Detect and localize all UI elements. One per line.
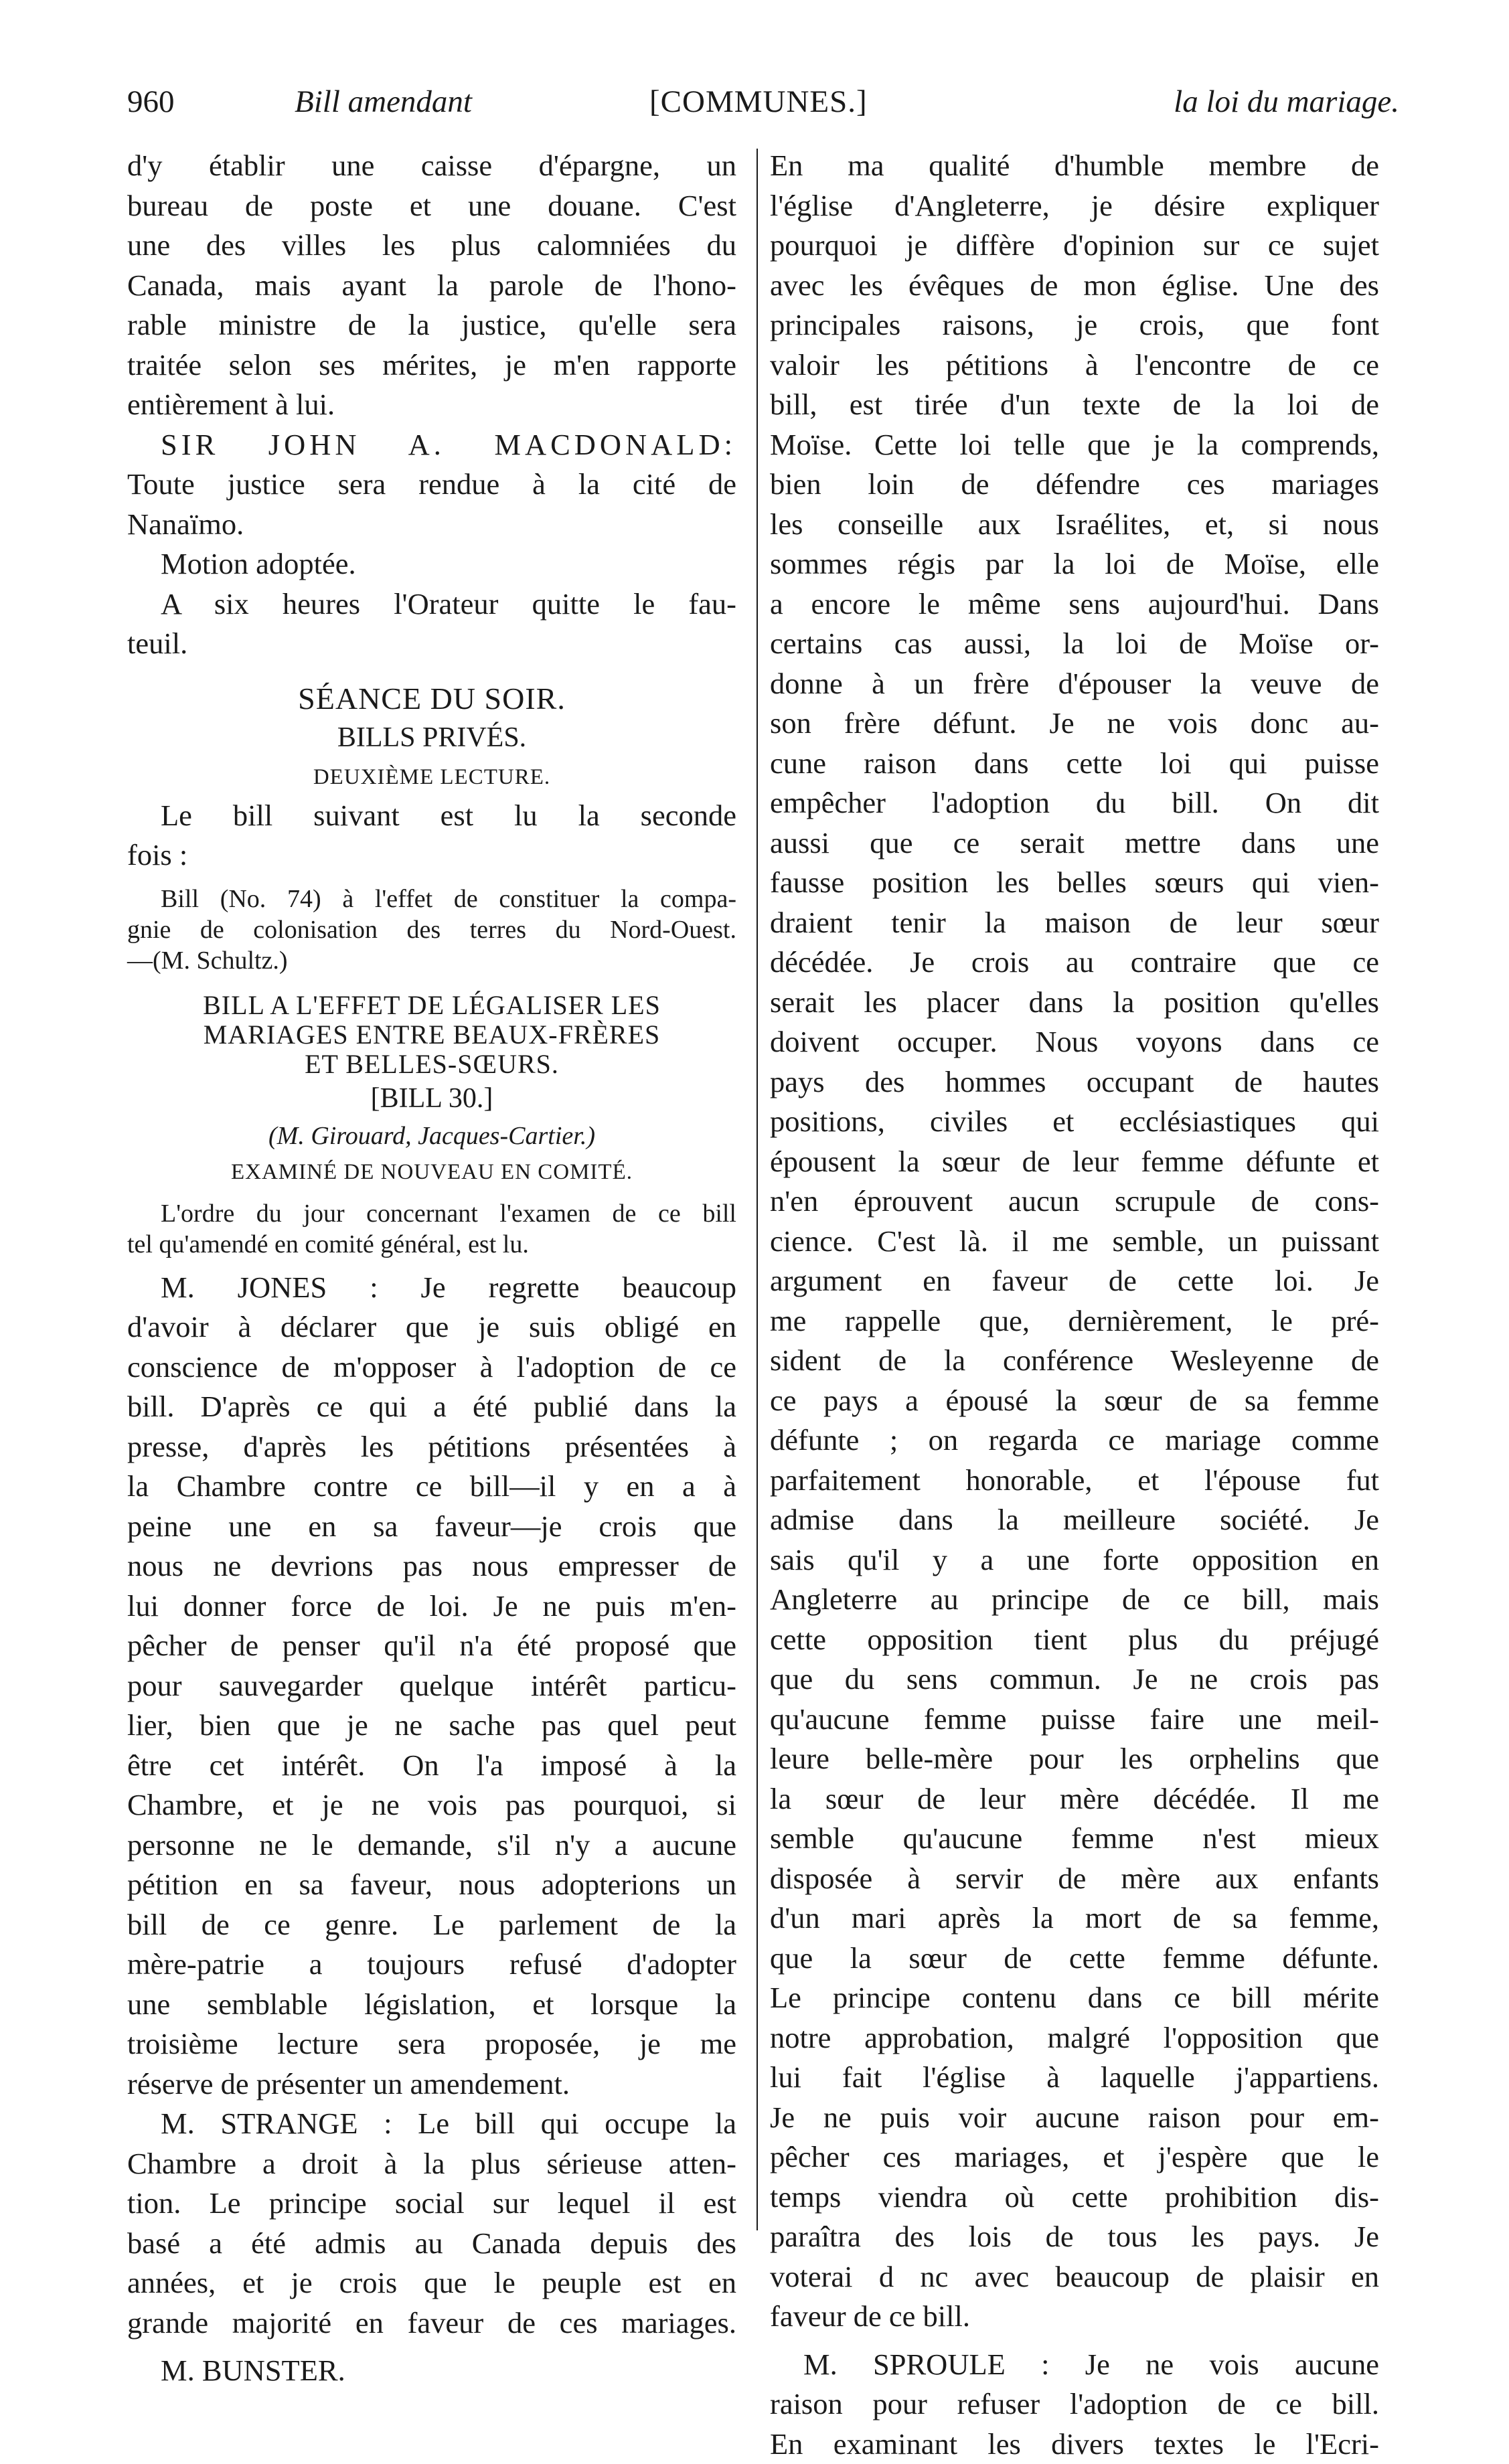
header-right-title: la loi du mariage. bbox=[1174, 84, 1399, 120]
text-line: être cet intérêt. On l'a imposé à la bbox=[127, 1746, 736, 1786]
text-line: traitée selon ses mérites, je m'en rapporte bbox=[127, 345, 736, 386]
text-line: Chambre a droit à la plus sérieuse atten- bbox=[127, 2144, 736, 2184]
bill-title-line: BILL A L'EFFET DE LÉGALISER LES bbox=[127, 991, 736, 1020]
seance-title: SÉANCE DU SOIR. bbox=[127, 679, 736, 719]
bill-title-line: ET BELLES-SŒURS. bbox=[127, 1050, 736, 1079]
text-line: parfaitement honorable, et l'épouse fut bbox=[770, 1461, 1379, 1501]
text-line: ce pays a épousé la sœur de sa femme bbox=[770, 1381, 1379, 1421]
text-line: épousent la sœur de leur femme défunte et bbox=[770, 1142, 1379, 1182]
six-hours-last: teuil. bbox=[127, 624, 736, 664]
bill-title-line: MARIAGES ENTRE BEAUX-FRÈRES bbox=[127, 1020, 736, 1050]
macdonald-speaker: SIR JOHN A. MACDONALD: bbox=[127, 425, 736, 465]
text-line: l'église d'Angleterre, je désire expliquer bbox=[770, 186, 1379, 226]
text-line: principales raisons, je crois, que font bbox=[770, 305, 1379, 345]
column-rule bbox=[757, 149, 758, 2230]
ordre-paragraph bbox=[127, 1198, 736, 1229]
six-hours-paragraph bbox=[127, 584, 736, 625]
text-line: M. STRANGE : Le bill qui occupe la bbox=[127, 2104, 736, 2144]
text-line: pêcher ces mariages, et j'espère que le bbox=[770, 2137, 1379, 2178]
text-line: Toute justice sera rendue à la cité de bbox=[127, 465, 736, 505]
text-line: que la sœur de cette femme défunte. bbox=[770, 1939, 1379, 1979]
text-line: la sœur de leur mère décédée. Il me bbox=[770, 1779, 1379, 1819]
text-line: Chambre, et je ne vois pas pourquoi, si bbox=[127, 1785, 736, 1825]
text-line: donne à un frère d'épouser la veuve de bbox=[770, 664, 1379, 704]
text-line: A six heures l'Orateur quitte le fau- bbox=[127, 584, 736, 625]
bunster-speaker: M. BUNSTER. bbox=[127, 2351, 736, 2391]
text-line: sident de la conférence Wesleyenne de bbox=[770, 1341, 1379, 1381]
header-center-title: [COMMUNES.] bbox=[649, 84, 868, 120]
bunster-last-line: faveur de ce bill. bbox=[770, 2297, 1379, 2337]
text-line: notre approbation, malgré l'opposition que bbox=[770, 2018, 1379, 2058]
text-line: Canada, mais ayant la parole de l'hono- bbox=[127, 266, 736, 306]
text-line: sommes régis par la loi de Moïse, elle bbox=[770, 544, 1379, 584]
jones-speech bbox=[127, 1268, 736, 2064]
bill-title bbox=[127, 991, 736, 1079]
text-line: grande majorité en faveur de ces mariages. bbox=[127, 2303, 736, 2344]
left-column bbox=[127, 146, 736, 2391]
text-line: En examinant les divers textes le l'Ecri- bbox=[770, 2425, 1379, 2464]
text-line: Bill (No. 74) à l'effet de constituer la compa- bbox=[127, 884, 736, 914]
text-line: la Chambre contre ce bill—il y en a à bbox=[127, 1467, 736, 1507]
text-line: Je ne puis voir aucune raison pour em- bbox=[770, 2098, 1379, 2138]
text-line: voterai d nc avec beaucoup de plaisir en bbox=[770, 2257, 1379, 2297]
text-line: n'en éprouvent aucun scrupule de cons- bbox=[770, 1181, 1379, 1222]
text-line: lui donner force de loi. Je ne puis m'en- bbox=[127, 1586, 736, 1627]
text-line: valoir les pétitions à l'encontre de ce bbox=[770, 345, 1379, 386]
text-line: cience. C'est là. il me semble, un puissant bbox=[770, 1222, 1379, 1262]
text-line: défunte ; on regarda ce mariage comme bbox=[770, 1420, 1379, 1461]
bill-number: [BILL 30.] bbox=[127, 1079, 736, 1118]
text-line: conscience de m'opposer à l'adoption de ce bbox=[127, 1347, 736, 1388]
motion-line: Motion adoptée. bbox=[127, 544, 736, 584]
text-line: serait les placer dans la position qu'elles bbox=[770, 983, 1379, 1023]
text-line: cette opposition tient plus du préjugé bbox=[770, 1620, 1379, 1660]
text-line: bureau de poste et une douane. C'est bbox=[127, 186, 736, 226]
jones-last-line: réserve de présenter un amendement. bbox=[127, 2064, 736, 2105]
examine-heading: EXAMINÉ DE NOUVEAU EN COMITÉ. bbox=[127, 1154, 736, 1190]
text-line: argument en faveur de cette loi. Je bbox=[770, 1261, 1379, 1301]
text-line: bien loin de défendre ces mariages bbox=[770, 465, 1379, 505]
text-line: Angleterre au principe de ce bill, mais bbox=[770, 1580, 1379, 1620]
text-line: une des villes les plus calomniées du bbox=[127, 226, 736, 266]
text-line: disposée à servir de mère aux enfants bbox=[770, 1859, 1379, 1899]
text-line: M. SPROULE : Je ne vois aucune bbox=[770, 2345, 1379, 2385]
text-line: gnie de colonisation des terres du Nord-Ouest. bbox=[127, 914, 736, 945]
page-number: 960 bbox=[127, 84, 175, 120]
text-line: fausse position les belles sœurs qui vien- bbox=[770, 863, 1379, 903]
bill-74-author: —(M. Schultz.) bbox=[127, 945, 736, 976]
text-line: une semblable législation, et lorsque la bbox=[127, 1985, 736, 2025]
text-line: raison pour refuser l'adoption de ce bill. bbox=[770, 2384, 1379, 2425]
text-line: peine une en sa faveur—je crois que bbox=[127, 1507, 736, 1547]
text-line: cune raison dans cette loi qui puisse bbox=[770, 744, 1379, 784]
text-line: draient tenir la maison de leur sœur bbox=[770, 903, 1379, 943]
sproule-speech bbox=[770, 2345, 1379, 2464]
text-line: certains cas aussi, la loi de Moïse or- bbox=[770, 624, 1379, 664]
text-line: leure belle-mère pour les orphelins que bbox=[770, 1739, 1379, 1779]
text-line: d'un mari après la mort de sa femme, bbox=[770, 1898, 1379, 1939]
text-line: positions, civiles et ecclésiastiques qui bbox=[770, 1102, 1379, 1142]
bill-sponsors: (M. Girouard, Jacques-Cartier.) bbox=[127, 1118, 736, 1154]
text-line: les conseille aux Israélites, et, si nous bbox=[770, 505, 1379, 545]
text-line: avec les évêques de mon église. Une des bbox=[770, 266, 1379, 306]
text-line: pourquoi je diffère d'opinion sur ce sujet bbox=[770, 226, 1379, 266]
bill-74-paragraph bbox=[127, 884, 736, 945]
text-line: décédée. Je crois au contraire que ce bbox=[770, 942, 1379, 983]
text-line: troisième lecture sera proposée, je me bbox=[127, 2024, 736, 2064]
text-line: son frère défunt. Je ne vois donc au- bbox=[770, 704, 1379, 744]
text-line: M. JONES : Je regrette beaucoup bbox=[127, 1268, 736, 1308]
text-line: pays des hommes occupant de hautes bbox=[770, 1062, 1379, 1102]
intro-last-line: entièrement à lui. bbox=[127, 385, 736, 425]
text-line: lier, bien que je ne sache pas quel peut bbox=[127, 1706, 736, 1746]
text-line: pêcher de penser qu'il n'a été proposé que bbox=[127, 1626, 736, 1666]
text-line: admise dans la meilleure société. Je bbox=[770, 1500, 1379, 1540]
right-column bbox=[770, 146, 1379, 2464]
text-line: lui fait l'église à laquelle j'appartiens. bbox=[770, 2058, 1379, 2098]
text-line: Le principe contenu dans ce bill mérite bbox=[770, 1978, 1379, 2018]
text-line: doivent occuper. Nous voyons dans ce bbox=[770, 1022, 1379, 1062]
text-line: pour sauvegarder quelque intérêt particu- bbox=[127, 1666, 736, 1706]
text-line: sais qu'il y a une forte opposition en bbox=[770, 1540, 1379, 1580]
bunster-speech bbox=[770, 146, 1379, 2297]
text-line: que du sens commun. Je ne crois pas bbox=[770, 1659, 1379, 1700]
intro-paragraph bbox=[127, 146, 736, 385]
text-line: bill de ce genre. Le parlement de la bbox=[127, 1905, 736, 1945]
text-line: Moïse. Cette loi telle que je la comprends, bbox=[770, 425, 1379, 465]
text-line: pétition en sa faveur, nous adopterions un bbox=[127, 1865, 736, 1905]
text-line: a encore le même sens aujourd'hui. Dans bbox=[770, 584, 1379, 625]
text-line: presse, d'après les pétitions présentées à bbox=[127, 1427, 736, 1467]
text-line: années, et je crois que le peuple est en bbox=[127, 2263, 736, 2303]
text-line: personne ne le demande, s'il n'y a aucune bbox=[127, 1825, 736, 1866]
bill-suivant-line: Le bill suivant est lu la seconde bbox=[127, 796, 736, 836]
bill-suivant-last: fois : bbox=[127, 835, 736, 876]
text-line: qu'aucune femme puisse faire une meil- bbox=[770, 1700, 1379, 1740]
bills-prives-heading: BILLS PRIVÉS. bbox=[127, 718, 736, 758]
text-line: tion. Le principe social sur lequel il est bbox=[127, 2184, 736, 2224]
text-line: empêcher l'adoption du bill. On dit bbox=[770, 783, 1379, 823]
macdonald-last-line: Nanaïmo. bbox=[127, 505, 736, 545]
text-line: rable ministre de la justice, qu'elle sera bbox=[127, 305, 736, 345]
ordre-last-line: tel qu'amendé en comité général, est lu. bbox=[127, 1229, 736, 1260]
text-line: bill, est tirée d'un texte de la loi de bbox=[770, 385, 1379, 425]
text-line: mère-patrie a toujours refusé d'adopter bbox=[127, 1945, 736, 1985]
text-line: paraîtra des lois de tous les pays. Je bbox=[770, 2217, 1379, 2257]
macdonald-paragraph bbox=[127, 465, 736, 505]
text-line: d'avoir à déclarer que je suis obligé en bbox=[127, 1307, 736, 1347]
header-left-title: Bill amendant bbox=[295, 84, 472, 120]
text-line: bill. D'après ce qui a été publié dans la bbox=[127, 1387, 736, 1427]
text-line: L'ordre du jour concernant l'examen de ce bill bbox=[127, 1198, 736, 1229]
text-line: nous ne devrions pas nous empresser de bbox=[127, 1546, 736, 1586]
strange-speech bbox=[127, 2104, 736, 2343]
text-line: aussi que ce serait mettre dans une bbox=[770, 823, 1379, 864]
text-line: temps viendra où cette prohibition dis- bbox=[770, 2178, 1379, 2218]
deuxieme-lecture-heading: DEUXIÈME LECTURE. bbox=[127, 758, 736, 796]
text-line: En ma qualité d'humble membre de bbox=[770, 146, 1379, 186]
text-line: me rappelle que, dernièrement, le pré- bbox=[770, 1301, 1379, 1341]
page-header bbox=[127, 84, 1399, 137]
text-line: d'y établir une caisse d'épargne, un bbox=[127, 146, 736, 186]
text-line: semble qu'aucune femme n'est mieux bbox=[770, 1819, 1379, 1859]
text-line: basé a été admis au Canada depuis des bbox=[127, 2224, 736, 2264]
